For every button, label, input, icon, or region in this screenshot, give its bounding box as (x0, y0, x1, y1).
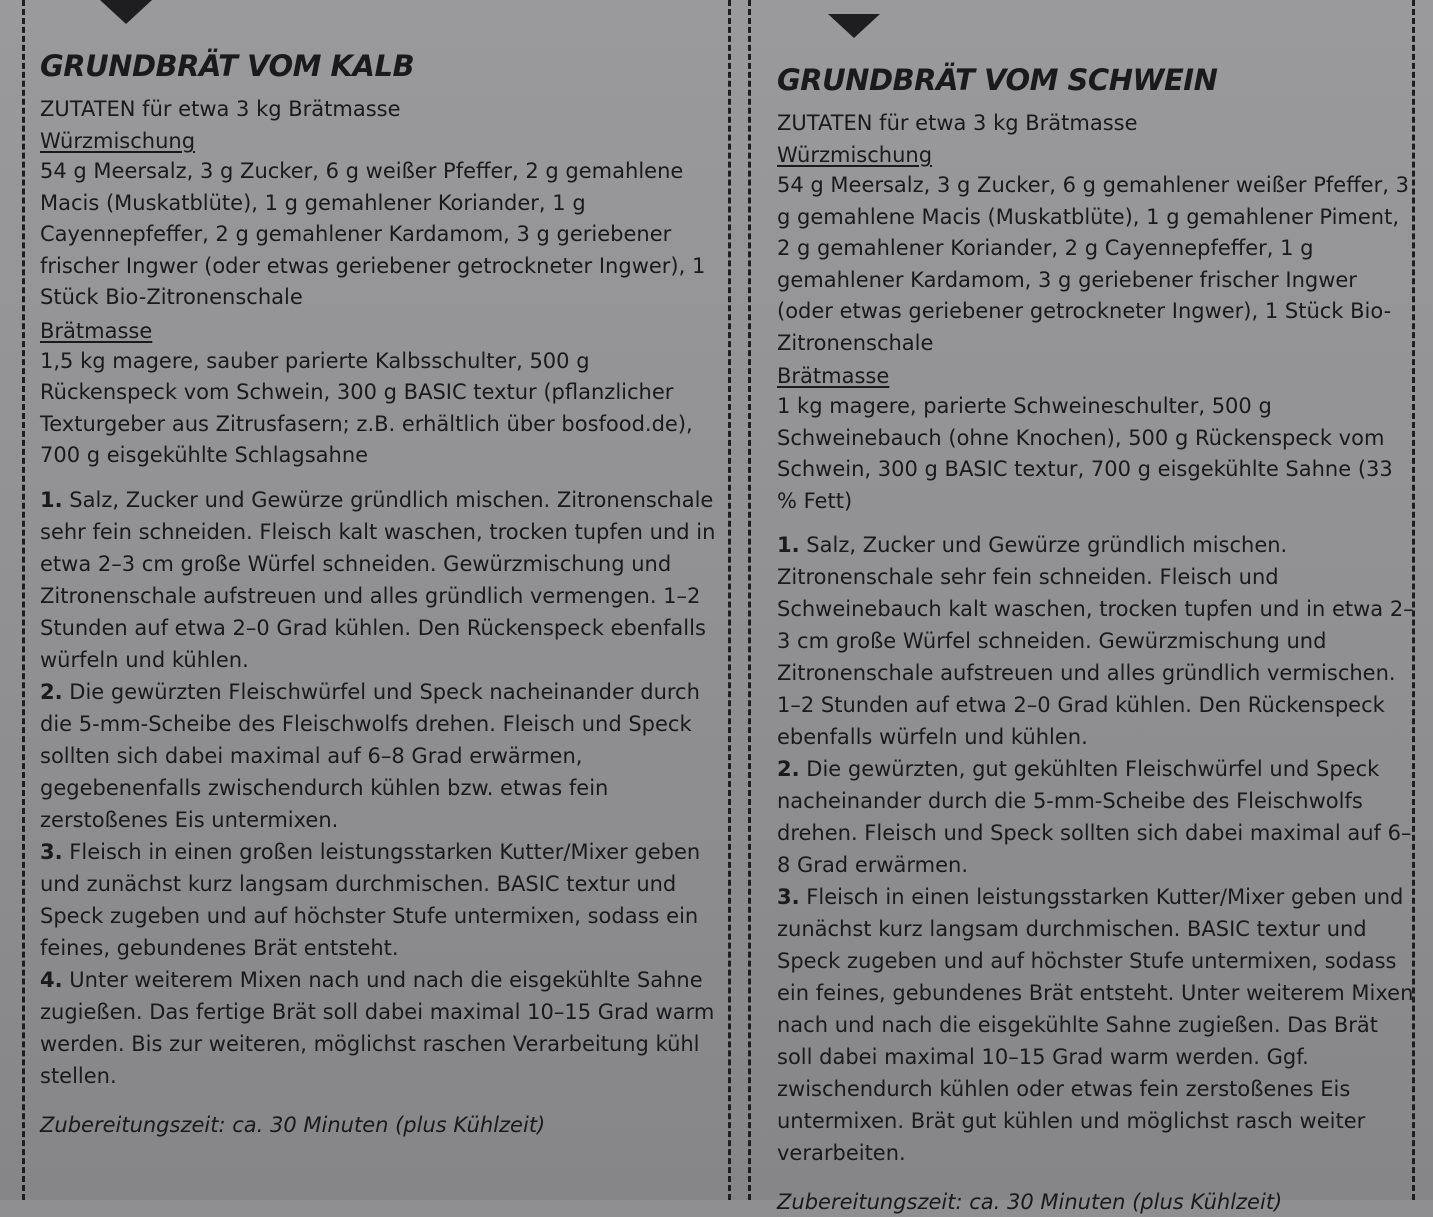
step-2 (777, 753, 1417, 881)
step-text: Fleisch in einen großen leistungsstarken Kutter/Mixer geben und zunächst kurz langsam durchmischen. BASIC textur und Speck zugeben und auf höchster Stufe untermixen, sodass ein feines, gebundenes Brät entsteht. (40, 839, 701, 960)
step-number: 1. (777, 533, 800, 557)
ingredients-heading: ZUTATEN für etwa 3 kg Brätmasse (777, 111, 1138, 135)
arrow-down-icon (100, 0, 152, 24)
step-number: 2. (40, 679, 63, 704)
cut-line-center-b (748, 0, 751, 1200)
meat-mass-text: 1 kg magere, parierte Schweineschulter, 500 g Schweinebauch (ohne Knochen), 500 g Rückenspeck vom Schwein, 300 g BASIC textur, 700 g eisgekühlte Sahne (33 % Fett) (777, 394, 1393, 513)
arrow-down-icon (828, 14, 880, 38)
steps-list (40, 484, 730, 1092)
step-text: Salz, Zucker und Gewürze gründlich mischen. Zitronenschale sehr fein schneiden. Fleisch kalt waschen, trocken tupfen und in etwa 2–3 cm große Würfel schneiden. Gewürzmischung und Zitronenschale aufstreuen und alles gründlich vermengen. 1–2 Stunden auf etwa 2–0 Grad kühlen. Den Rückenspeck ebenfalls würfeln und kühlen. (40, 487, 716, 672)
cut-line-left (22, 0, 25, 1200)
spice-mix-label: Würzmischung (40, 129, 196, 153)
step-text: Fleisch in einen leistungsstarken Kutter/Mixer geben und zunächst kurz langsam durchmischen. BASIC textur und Speck zugeben und auf höchster Stufe untermixen, sodass ein feines, gebundenes Brät entsteht. Unter weiterem Mixen nach und nach die eisgekühlte Sahne zugießen. Das Brät soll dabei maximal 10–15 Grad warm werden. Ggf. zwischendurch kühlen oder etwas fein zerstoßenes Eis untermixen. Brät gut kühlen und möglichst rasch weiter verarbeiten. (777, 885, 1414, 1165)
step-3 (40, 836, 730, 964)
step-2 (40, 676, 730, 836)
step-3 (777, 881, 1417, 1169)
spice-mix-text: 54 g Meersalz, 3 g Zucker, 6 g weißer Pfeffer, 2 g gemahlene Macis (Muskatblüte), 1 g gemahlener Koriander, 1 g Cayennepfeffer, 2 g gemahlener Kardamom, 3 g geriebener frischer Ingwer (oder etwas geriebener getrockneter Ingwer), 1 Stück Bio-Zitronenschale (40, 159, 706, 309)
spice-mix-label: Würzmischung (777, 143, 933, 167)
steps-list (777, 529, 1417, 1169)
step-number: 4. (40, 967, 63, 992)
step-number: 3. (40, 839, 63, 864)
step-number: 2. (777, 757, 800, 781)
step-text: Unter weiterem Mixen nach und nach die eisgekühlte Sahne zugießen. Das fertige Brät soll dabei maximal 10–15 Grad warm werden. Bis zur weiteren, möglichst raschen Verarbeitung kühl stellen. (40, 967, 715, 1088)
meat-mass-label: Brätmasse (777, 364, 890, 388)
step-number: 1. (40, 487, 63, 512)
recipe-title: GRUNDBRÄT VOM KALB (40, 49, 415, 83)
step-text: Salz, Zucker und Gewürze gründlich mischen. Zitronenschale sehr fein schneiden. Fleisch und Schweinebauch kalt waschen, trocken tupfen und in etwa 2–3 cm große Würfel schneiden. Gewürzmischung und Zitronenschale aufstreuen und alles gründlich vermischen. 1–2 Stunden auf etwa 2–0 Grad kühlen. Den Rückenspeck ebenfalls würfeln und kühlen. (777, 533, 1414, 749)
step-number: 3. (777, 885, 800, 909)
ingredients-heading: ZUTATEN für etwa 3 kg Brätmasse (40, 97, 401, 121)
recipe-schwein (777, 62, 1417, 1217)
meat-mass-text: 1,5 kg magere, sauber parierte Kalbsschulter, 500 g Rückenspeck vom Schwein, 300 g BASIC textur (pflanzlicher Texturgeber aus Zitrusfasern; z.B. erhältlich über bosfood.de), 700 g eisgekühlte Schlagsahne (40, 348, 693, 467)
step-4 (40, 964, 730, 1092)
recipe-title: GRUNDBRÄT VOM SCHWEIN (777, 63, 1218, 97)
prep-time: Zubereitungszeit: ca. 30 Minuten (plus Kühlzeit) (777, 1190, 1283, 1214)
prep-time: Zubereitungszeit: ca. 30 Minuten (plus Kühlzeit) (40, 1112, 546, 1137)
spice-mix-text: 54 g Meersalz, 3 g Zucker, 6 g gemahlener weißer Pfeffer, 3 g gemahlene Macis (Muskatblüte), 1 g gemahlener Piment, 2 g gemahlener Koriander, 2 g Cayennepfeffer, 1 g gemahlener Kardamom, 3 g geriebener frischer Ingwer (oder etwas geriebener getrockneter Ingwer), 1 Stück Bio-Zitronenschale (777, 173, 1409, 355)
step-1 (40, 484, 730, 676)
step-1 (777, 529, 1417, 753)
recipe-kalb (40, 48, 730, 1140)
step-text: Die gewürzten, gut gekühlten Fleischwürfel und Speck nacheinander durch die 5-mm-Scheibe des Fleischwolfs drehen. Fleisch und Speck sollten sich dabei maximal auf 6–8 Grad erwärmen. (777, 757, 1412, 877)
meat-mass-label: Brätmasse (40, 318, 153, 343)
step-text: Die gewürzten Fleischwürfel und Speck nacheinander durch die 5-mm-Scheibe des Fleischwolfs drehen. Fleisch und Speck sollten sich dabei maximal auf 6–8 Grad erwärmen, gegebenenfalls zwischendurch kühlen bzw. etwas fein zerstoßenes Eis untermixen. (40, 679, 700, 832)
